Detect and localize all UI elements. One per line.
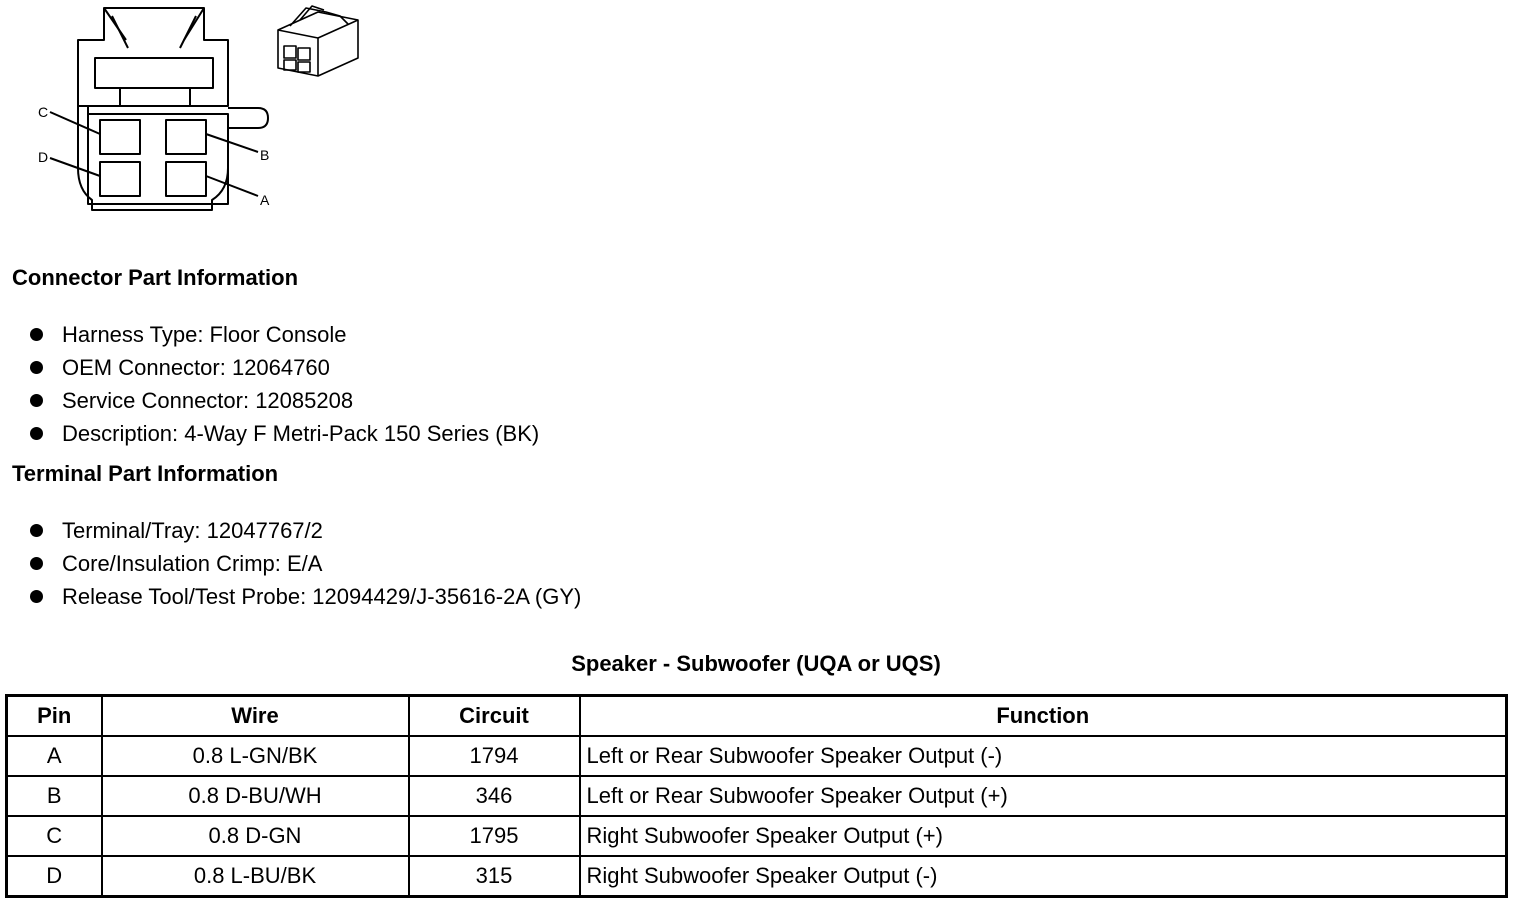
bullet-icon (30, 328, 43, 341)
connector-isometric-thumbnail (278, 6, 358, 76)
circuit-cell: 1795 (409, 816, 580, 856)
wire-cell: 0.8 L-BU/BK (102, 856, 409, 897)
cavity-d (100, 162, 140, 196)
column-header-circuit: Circuit (409, 696, 580, 737)
bullet-icon (30, 394, 43, 407)
list-item-text: Release Tool/Test Probe: 12094429/J-35616-2A (GY) (62, 584, 582, 609)
list-item-text: Service Connector: 12085208 (62, 388, 354, 413)
function-cell: Right Subwoofer Speaker Output (+) (580, 816, 1507, 856)
wire-cell: 0.8 D-BU/WH (102, 776, 409, 816)
column-header-wire: Wire (102, 696, 409, 737)
wire-cell: 0.8 D-GN (102, 816, 409, 856)
pin-label-a: A (260, 192, 270, 208)
pin-cell: A (7, 736, 102, 776)
connector-body (78, 106, 268, 210)
cavity-c (100, 120, 140, 154)
list-item (30, 514, 581, 547)
terminal-part-info-heading: Terminal Part Information (12, 461, 279, 486)
bullet-icon (30, 557, 43, 570)
circuit-cell: 346 (409, 776, 580, 816)
bullet-icon (30, 524, 43, 537)
list-item-text: Core/Insulation Crimp: E/A (62, 551, 323, 576)
pin-cell: B (7, 776, 102, 816)
list-item-text: Terminal/Tray: 12047767/2 (62, 518, 323, 543)
terminal-part-info-list (30, 514, 581, 613)
list-item (30, 351, 539, 384)
connector-face-diagram (0, 0, 380, 225)
bullet-icon (30, 361, 43, 374)
pin-label-b: B (260, 147, 270, 163)
function-cell: Left or Rear Subwoofer Speaker Output (-) (580, 736, 1507, 776)
list-item (30, 318, 539, 351)
circuit-cell: 1794 (409, 736, 580, 776)
cavity-b (166, 120, 206, 154)
column-header-pin: Pin (7, 696, 102, 737)
pin-out-table (5, 694, 1508, 898)
table-row (7, 736, 1507, 776)
list-item (30, 417, 539, 450)
column-header-function: Function (580, 696, 1507, 737)
table-header-row (7, 696, 1507, 737)
pin-cell: D (7, 856, 102, 897)
pin-label-d: D (38, 149, 49, 165)
connector-part-info-list (30, 318, 539, 450)
table-row (7, 776, 1507, 816)
wire-cell: 0.8 L-GN/BK (102, 736, 409, 776)
list-item (30, 580, 581, 613)
function-cell: Right Subwoofer Speaker Output (-) (580, 856, 1507, 897)
table-caption: Speaker - Subwoofer (UQA or UQS) (571, 651, 941, 676)
pin-label-c: C (38, 104, 49, 120)
list-item (30, 384, 539, 417)
list-item-text: Description: 4-Way F Metri-Pack 150 Series (BK) (62, 421, 540, 446)
table-row (7, 816, 1507, 856)
pin-cell: C (7, 816, 102, 856)
bullet-icon (30, 590, 43, 603)
table-row (7, 856, 1507, 897)
bullet-icon (30, 427, 43, 440)
list-item-text: OEM Connector: 12064760 (62, 355, 330, 380)
cavity-a (166, 162, 206, 196)
connector-part-info-heading: Connector Part Information (12, 265, 299, 290)
function-cell: Left or Rear Subwoofer Speaker Output (+) (580, 776, 1507, 816)
list-item (30, 547, 581, 580)
list-item-text: Harness Type: Floor Console (62, 322, 347, 347)
circuit-cell: 315 (409, 856, 580, 897)
